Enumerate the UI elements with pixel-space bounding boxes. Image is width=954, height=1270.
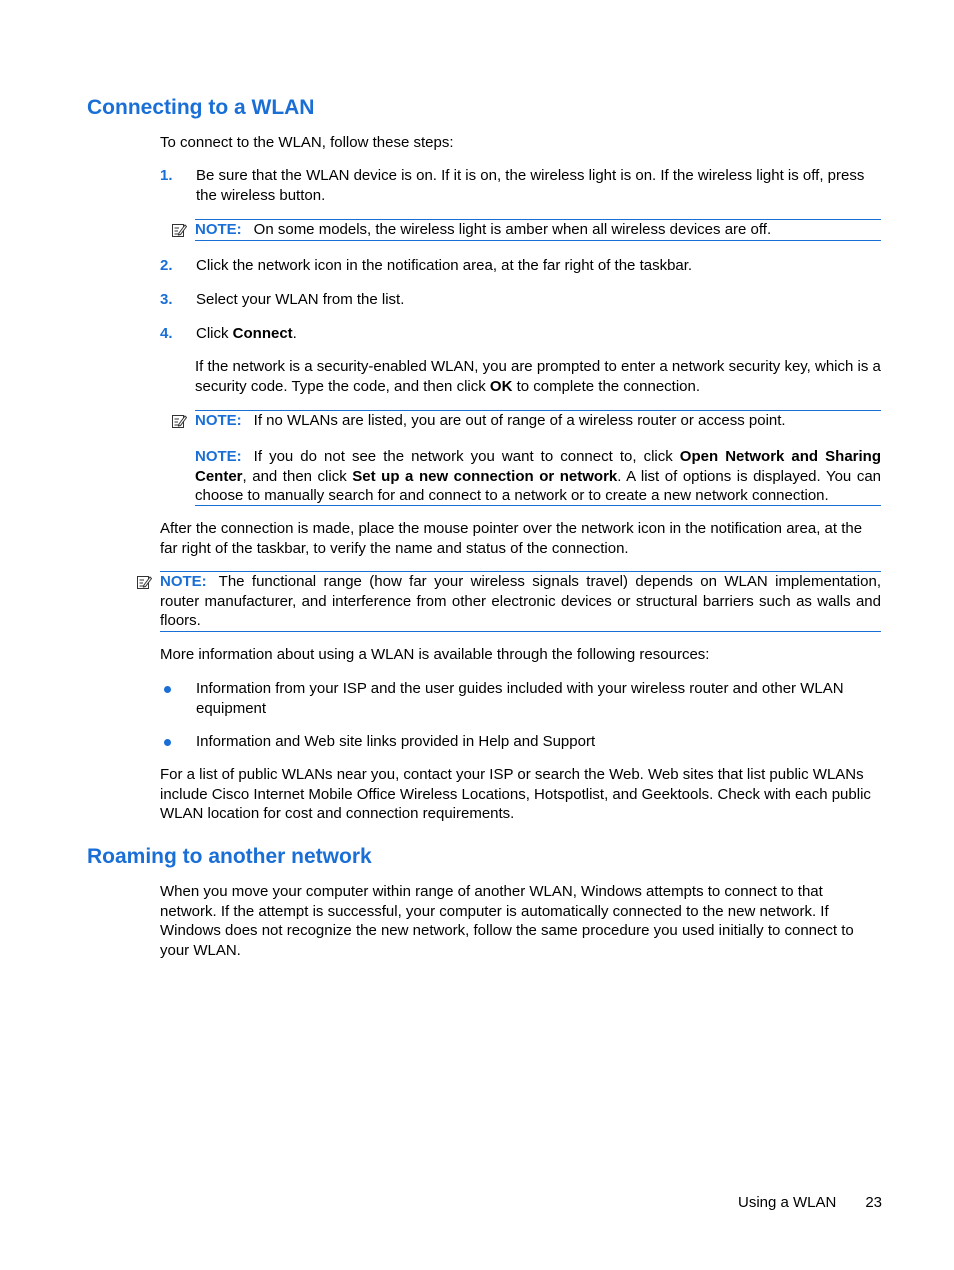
set-up-connection-label: Set up a new connection or network — [352, 467, 618, 485]
open-network-sharing-label: Open Network and Sharing Center — [195, 448, 881, 485]
more-info-text: More information about using a WLAN is available through the following resources: — [160, 646, 710, 663]
ok-label: OK — [489, 377, 513, 395]
note-text: On some models, the wireless light is amber when all wireless devices are off. — [253, 221, 772, 238]
public-wlans-text: For a list of public WLANs near you, contact your ISP or search the Web. Web sites that list public WLANs include Cisco Internet Mobile Office Wireless Locations, Hotspotlist, and Geektools. Check with each public WLAN location for cost and connection requirements. — [160, 766, 871, 822]
note-text: The functional range (how far your wireless signals travel) depends on WLAN implementation, router manufacturer, and interference from other electronic devices or structural barriers such as walls and floors. — [160, 573, 881, 629]
bullet-text: Information and Web site links provided in Help and Support — [196, 733, 596, 750]
step-text: Select your WLAN from the list. — [196, 291, 405, 308]
section-title-connecting: Connecting to a WLAN — [87, 96, 315, 119]
footer-label: Using a WLAN — [738, 1194, 837, 1211]
bullet-icon — [164, 686, 171, 693]
step-text: Click Connect. — [196, 325, 297, 342]
note-wireless-light — [195, 219, 881, 241]
note-network-sharing: NOTE: If you do not see the network you want to connect to, click Open Network and Sharing Center, and then click Set up a new connection or network. A list of options is displayed. You can choose to manually search for and connect to a network or to create a new network connection. — [195, 448, 882, 504]
bullet-icon — [164, 739, 171, 746]
step-number: 4. — [160, 325, 173, 342]
page-footer — [738, 1193, 882, 1213]
roaming-text: When you move your computer within range of another WLAN, Windows attempts to connect to that network. If the attempt is successful, your computer is automatically connected to the new network. If Windows does not recognize the new network, follow the same procedure you used initially to connect to your WLAN. — [160, 883, 854, 959]
connect-label: Connect — [232, 325, 293, 342]
note-label: NOTE: — [195, 221, 242, 238]
note-no-wlans — [195, 410, 881, 506]
note-label: NOTE: — [160, 573, 207, 590]
note-functional-range — [160, 571, 881, 632]
note-label: NOTE: — [195, 448, 242, 465]
step-number: 1. — [160, 167, 173, 184]
step-number: 2. — [160, 257, 173, 274]
security-key-text: If the network is a security-enabled WLAN, you are prompted to enter a network security key, which is a security code. Type the code, and then click OK to complete the connection. — [195, 358, 881, 395]
step-number: 3. — [160, 291, 173, 308]
note-label: NOTE: — [195, 412, 242, 429]
step-text: Click the network icon in the notification area, at the far right of the taskbar. — [196, 257, 693, 274]
page-number: 23 — [865, 1194, 882, 1211]
step-text: Be sure that the WLAN device is on. If it is on, the wireless light is on. If the wireless light is off, press the wireless button. — [196, 167, 865, 204]
after-connection-text: After the connection is made, place the mouse pointer over the network icon in the notification area, at the far right of the taskbar, to verify the name and status of the connection. — [160, 520, 863, 557]
note-text: If no WLANs are listed, you are out of range of a wireless router or access point. — [253, 412, 786, 429]
note-icon — [136, 574, 152, 590]
bullet-text: Information from your ISP and the user guides included with your wireless router and other WLAN equipment — [196, 680, 844, 717]
section-title-roaming: Roaming to another network — [87, 845, 372, 868]
note-icon — [171, 413, 187, 429]
intro-text: To connect to the WLAN, follow these steps: — [160, 134, 454, 151]
note-icon — [171, 222, 187, 238]
